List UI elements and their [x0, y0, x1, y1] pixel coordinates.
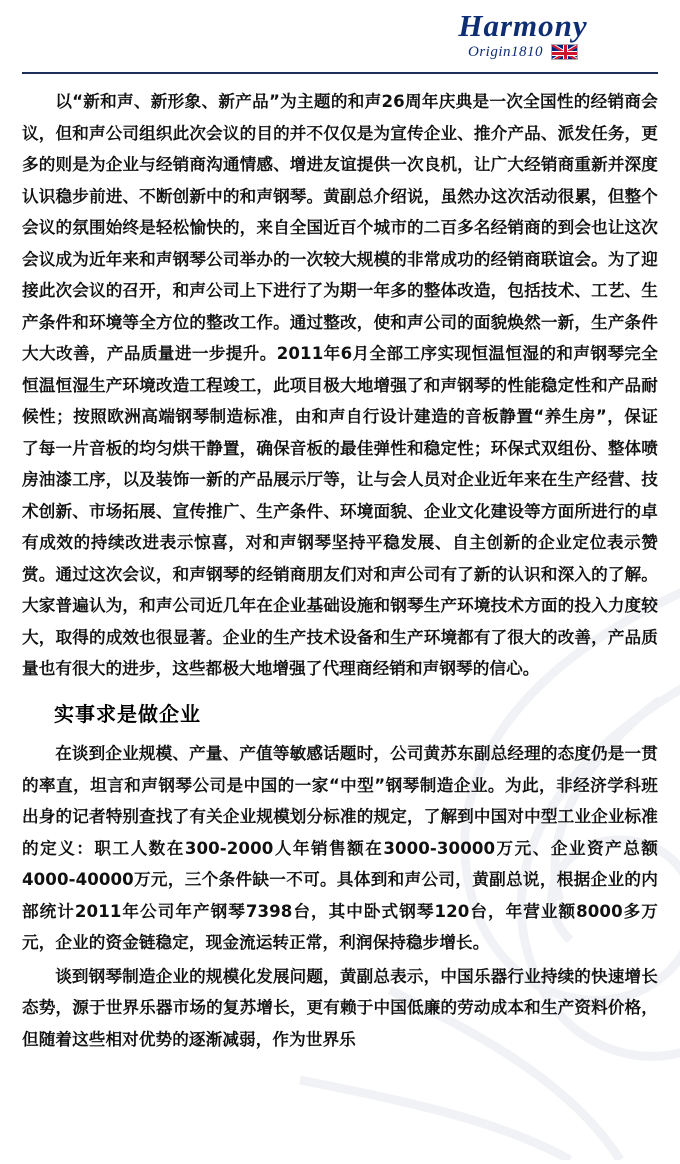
- logo-subline: [408, 44, 638, 61]
- paragraph-1: 以“新和声、新形象、新产品”为主题的和声26周年庆典是一次全国性的经销商会议，但和声公司组织此次会议的目的并不仅仅是为宣传企业、推介产品、派发任务，更多的则是为企业与经销商沟通情感、增进友谊提供一次良机，让广大经销商重新并深度认识稳步前进、不断创新中的和声钢琴。黄副总介绍说，虽然办这次活动很累，但整个会议的氛围始终是轻松愉快的，来自全国近百个城市的二百多名经销商的到会也让这次会议成为近年来和声钢琴公司举办的一次较大规模的非常成功的经销商联谊会。为了迎接此次会议的召开，和声公司上下进行了为期一年多的整体改造，包括技术、工艺、生产条件和环境等全方位的整改工作。通过整改，使和声公司的面貌焕然一新，生产条件大大改善，产品质量进一步提升。2011年6月全部工序实现恒温恒湿的和声钢琴完全恒温恒湿生产环境改造工程竣工，此项目极大地增强了和声钢琴的性能稳定性和产品耐候性；按照欧洲高端钢琴制造标准，由和声自行设计建造的音板静置“养生房”，保证了每一片音板的均匀烘干静置，确保音板的最佳弹性和稳定性；环保式双组份、整体喷房油漆工序，以及装饰一新的产品展示厅等，让与会人员对企业近年来在生产经营、技术创新、市场拓展、宣传推广、生产条件、环境面貌、企业文化建设等方面所进行的卓有成效的持续改进表示惊喜，对和声钢琴坚持平稳发展、自主创新的企业定位表示赞赏。通过这次会议，和声钢琴的经销商朋友们对和声公司有了新的认识和深入的了解。大家普遍认为，和声公司近几年在企业基础设施和钢琴生产环境技术方面的投入力度较大，取得的成效也很显著。企业的生产技术设备和生产环境都有了很大的改善，产品质量也有很大的进步，这些都极大地增强了代理商经销和声钢琴的信心。: [22, 92, 658, 678]
- uk-flag-icon: [551, 44, 578, 60]
- logo-wordmark: Harmony: [458, 8, 588, 43]
- brand-logo: [408, 10, 638, 61]
- paragraph-3: 谈到钢琴制造企业的规模化发展问题，黄副总表示，中国乐器行业持续的快速增长态势，源于世界乐器市场的复苏增长，更有赖于中国低廉的劳动成本和生产资料价格，但随着这些相对优势的逐渐减弱，作为世界乐: [22, 966, 658, 1049]
- header-divider: [22, 72, 658, 74]
- paragraph-2: 在谈到企业规模、产量、产值等敏感话题时，公司黄苏东副总经理的态度仍是一贯的率直，坦言和声钢琴公司是中国的一家“中型”钢琴制造企业。为此，非经济学科班出身的记者特别查找了有关企业规模划分标准的规定，了解到中国对中型工业企业标准的定义：职工人数在300-2000人年销售额在3000-30000万元、企业资产总额4000-40000万元，三个条件缺一不可。具体到和声公司，黄副总说，根据企业的内部统计2011年公司年产钢琴7398台，其中卧式钢琴120台，年营业额8000多万元，企业的资金链稳定，现金流运转正常，利润保持稳步增长。: [22, 744, 658, 952]
- logo-origin-text: Origin1810: [467, 43, 543, 60]
- section-heading: 实事求是做企业: [54, 701, 201, 726]
- page-header: [22, 0, 658, 86]
- article-body: [22, 86, 658, 1055]
